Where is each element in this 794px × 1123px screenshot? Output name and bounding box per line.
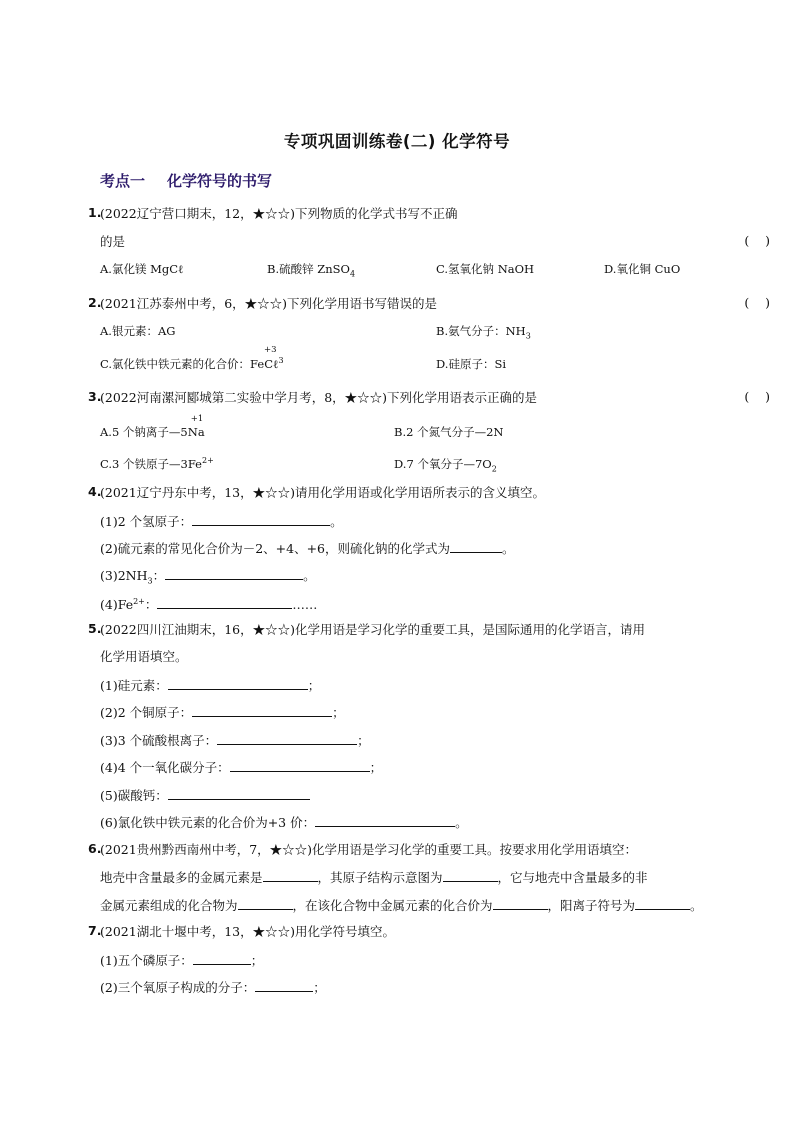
text-segment: ，其原子结构示意图为 <box>317 870 443 885</box>
question-stem-continued: 的是 <box>100 234 126 249</box>
sub-question-2 <box>100 703 345 722</box>
option-d: D.氧化铜 CuO <box>604 262 681 276</box>
punctuation: 。 <box>502 541 515 556</box>
answer-parentheses[interactable]: ( ) <box>744 389 770 404</box>
option-c <box>100 456 214 472</box>
answer-blank[interactable] <box>193 951 251 965</box>
sub-question-2 <box>100 539 515 558</box>
subscript: 2 <box>491 464 497 474</box>
sub-question-3 <box>100 731 370 750</box>
answer-blank[interactable] <box>443 868 498 882</box>
superscript: 2+ <box>202 456 214 466</box>
question-stem: (2021辽宁丹东中考，13，★☆☆)请用化学用语或化学用语所表示的含义填空。 <box>100 485 545 500</box>
section-label: 考点一 <box>100 172 146 190</box>
option-a-text: A.5 个钠离子—5 <box>100 425 188 439</box>
option-a: A.氯化镁 MgCℓ <box>100 262 184 276</box>
answer-blank[interactable] <box>255 978 313 992</box>
option-c-text: C.3 个铁原子—3Fe <box>100 457 202 471</box>
option-c <box>100 345 284 372</box>
subscript: 3 <box>525 331 531 341</box>
sub-question-text: (4)Fe <box>100 597 134 613</box>
sub-question-1 <box>100 676 320 695</box>
valence-formula <box>187 414 205 439</box>
valence-formula <box>250 345 284 371</box>
formula-base: Na <box>187 425 205 439</box>
question-stem: (2021湖北十堰中考，13，★☆☆)用化学符号填空。 <box>100 924 395 939</box>
text-segment: 金属元素组成的化合物为 <box>100 898 238 913</box>
question-stem: (2021贵州黔西南州中考，7，★☆☆)化学用语是学习化学的重要工具。按要求用化学用语填空： <box>100 842 638 857</box>
section-heading <box>100 170 272 191</box>
punctuation: 。 <box>690 898 703 913</box>
answer-blank[interactable] <box>635 896 690 910</box>
punctuation: 。 <box>455 815 468 830</box>
sub-question-text: (4)4 个一氧化碳分子： <box>100 760 230 775</box>
question-number: 5. <box>88 621 102 636</box>
subscript: 3 <box>147 576 153 586</box>
question-number: 7. <box>88 923 102 938</box>
option-a <box>100 414 205 440</box>
sub-question-text: (3)2NH <box>100 568 148 583</box>
answer-blank[interactable] <box>493 896 548 910</box>
colon: ： <box>144 597 158 613</box>
subscript: 4 <box>349 269 356 279</box>
question-stem: (2022四川江油期末，16，★☆☆)化学用语是学习化学的重要工具，是国际通用的化学语言，请用 <box>100 622 645 637</box>
superscript: 2+ <box>133 597 145 606</box>
option-d-text: D.7 个氧分子—7O <box>394 457 492 471</box>
option-d: D.硅原子：Si <box>436 357 507 371</box>
option-b <box>267 261 355 278</box>
punctuation: ； <box>357 733 370 748</box>
option-d <box>394 456 497 473</box>
question-number: 1. <box>88 205 102 220</box>
punctuation: ； <box>250 953 264 968</box>
answer-blank[interactable] <box>238 896 293 910</box>
answer-blank[interactable] <box>168 676 308 690</box>
question-number: 2. <box>88 295 102 310</box>
sub-question-text: (5)碳酸钙： <box>100 788 168 803</box>
sub-question-text: (1)2 个氢原子： <box>100 514 193 529</box>
sub-question-text: (1)硅元素： <box>100 678 168 693</box>
sub-question-1 <box>100 512 343 531</box>
sub-question-4 <box>100 758 382 777</box>
answer-parentheses[interactable]: ( ) <box>744 233 770 248</box>
answer-parentheses[interactable]: ( ) <box>744 295 770 310</box>
answer-blank[interactable] <box>263 868 318 882</box>
answer-blank[interactable] <box>165 566 303 580</box>
sub-question-1 <box>100 951 263 970</box>
option-b-text: B.氨气分子：NH <box>436 324 526 338</box>
answer-blank[interactable] <box>230 758 370 772</box>
punctuation: ； <box>369 760 383 775</box>
punctuation: ； <box>332 705 345 720</box>
option-c-text: C.氯化铁中铁元素的化合价： <box>100 357 251 371</box>
page-title: 专项巩固训练卷(二) 化学符号 <box>283 132 511 151</box>
valence-value: +3 <box>264 345 277 356</box>
option-b-text: B.硫酸锌 ZnSO <box>267 262 350 276</box>
sub-question-text: (2)2 个铜原子： <box>100 705 193 720</box>
question-stem-continued: 化学用语填空。 <box>100 649 188 664</box>
answer-blank[interactable] <box>192 512 330 526</box>
question-line-2 <box>100 868 648 887</box>
option-b: B.2 个氮气分子—2N <box>394 425 504 439</box>
punctuation: 。 <box>330 514 343 529</box>
question-stem: (2022河南漯河郾城第二实验中学月考，8，★☆☆)下列化学用语表示正确的是 <box>100 390 538 405</box>
sub-question-2 <box>100 978 326 997</box>
sub-question-4 <box>100 593 317 614</box>
option-b <box>436 323 531 340</box>
punctuation: ； <box>307 678 321 693</box>
punctuation: 。 <box>303 568 316 583</box>
option-c: C.氢氧化钠 NaOH <box>436 262 535 276</box>
question-line-3 <box>100 896 703 915</box>
text-segment: ，在该化合物中金属元素的化合价为 <box>292 898 493 913</box>
answer-blank[interactable] <box>168 786 310 800</box>
sub-question-text: (3)3 个硫酸根离子： <box>100 733 218 748</box>
sub-question-text: (1)五个磷原子： <box>100 953 193 968</box>
sub-question-text: (6)氯化铁中铁元素的化合价为+3 价： <box>100 815 316 830</box>
answer-blank[interactable] <box>217 731 357 745</box>
question-stem: (2022辽宁营口期末，12，★☆☆)下列物质的化学式书写不正确 <box>100 206 458 221</box>
answer-blank[interactable] <box>315 813 455 827</box>
text-segment: ，阳离子符号为 <box>547 898 636 913</box>
colon: ： <box>152 568 166 583</box>
ellipsis: …… <box>292 597 318 613</box>
text-segment: ，它与地壳中含量最多的非 <box>497 870 648 885</box>
sub-question-text: (2)硫元素的常见化合价为－2、+4、+6，则硫化钠的化学式为 <box>100 541 451 556</box>
question-number: 3. <box>88 389 102 404</box>
punctuation: ； <box>313 980 326 995</box>
answer-blank[interactable] <box>192 703 332 717</box>
question-number: 4. <box>88 484 102 499</box>
section-name: 化学符号的书写 <box>167 172 273 190</box>
answer-blank[interactable] <box>450 539 502 553</box>
question-stem: (2021江苏泰州中考，6，★☆☆)下列化学用语书写错误的是 <box>100 296 438 311</box>
sub-question-text: (2)三个氧原子构成的分子： <box>100 980 256 995</box>
valence-value: +1 <box>190 414 204 424</box>
superscript: 3 <box>278 356 284 366</box>
option-a: A.银元素：AG <box>100 324 176 338</box>
text-segment: 地壳中含量最多的金属元素是 <box>100 870 263 885</box>
sub-question-6 <box>100 813 468 832</box>
formula-base: FeCℓ <box>250 357 279 371</box>
question-number: 6. <box>88 841 102 856</box>
sub-question-5 <box>100 786 310 805</box>
sub-question-3 <box>100 566 316 591</box>
answer-blank[interactable] <box>157 595 292 609</box>
